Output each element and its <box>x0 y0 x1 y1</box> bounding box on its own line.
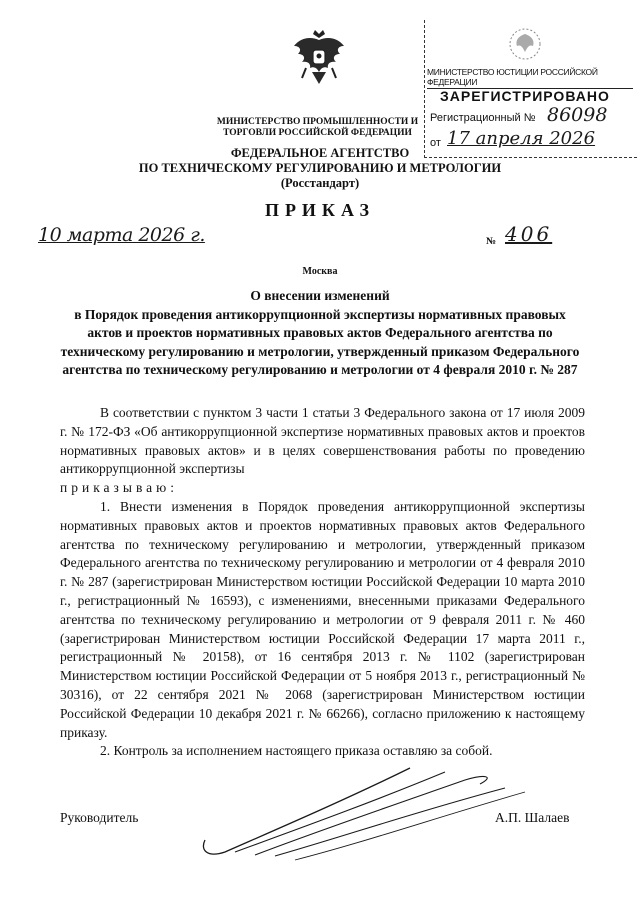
agency-line-1: ФЕДЕРАЛЬНОЕ АГЕНТСТВО <box>230 146 410 160</box>
signatory-role: Руководитель <box>60 810 139 825</box>
order-word-paragraph <box>60 479 585 498</box>
document-date: 10 марта 2026 г. <box>38 224 205 246</box>
heading-line-2: в Порядок проведения антикоррупционной экспертизы нормативных правовых актов и проектов нормативных правовых актов Федерального агентства по техническому регулированию и метрологии, утвержденный приказом Федерального агентства по техническому регулированию и метрологии от 4 февраля 2010 г. № 287 <box>60 306 580 377</box>
order-heading <box>60 287 580 380</box>
signatory-name: А.П. Шалаев <box>495 810 570 825</box>
stamp-date-label: от <box>430 137 441 149</box>
stamp-registration-label: Регистрационный № <box>430 112 536 124</box>
item-1-paragraph: 1. Внести изменения в Порядок проведения антикоррупционной экспертизы нормативных правовых актов и проектов нормативных правовых актов Федерального агентства по техническому регулированию и метрологии, утвержденный приказом Федерального агентства по техническому регулированию и метрологии от 4 февраля 2010 г. № 287 (зарегистрирован Министерством юстиции Российской Федерации 10 марта 2010 г., регистрационный № 16593), с изменениями, внесенными приказами Федерального агентства по техническому регулированию и метрологии от 9 февраля 2011 г. № 460 (зарегистрирован Министерством юстиции Российской Федерации 17 марта 2011 г., регистрационный № 20158), от 16 сентября 2013 г. № 1102 (зарегистрирован Министерством юстиции Российской Федерации от 5 ноября 2013 г., регистрационный № 30316), от 22 сентября 2021 № 2068 (зарегистрирован Министерством юстиции Российской Федерации 10 декабря 2021 г. № 66266), согласно приложению к настоящему приказу. <box>60 498 585 740</box>
coat-of-arms-icon <box>290 28 348 88</box>
ministry-name: МИНИСТЕРСТВО ПРОМЫШЛЕННОСТИ И ТОРГОВЛИ РОССИЙСКОЙ ФЕДЕРАЦИИ <box>216 117 419 138</box>
preamble-text: В соответствии с пунктом 3 части 1 статьи 3 Федерального закона от 17 июля 2009 г. № 172-ФЗ «Об антикоррупционной экспертизе нормативных правовых актов и проектов нормативных правовых актов» и в целях совершенствования работы по проведению антикоррупционной экспертизы <box>60 405 585 477</box>
agency-line-2: ПО ТЕХНИЧЕСКОМУ РЕГУЛИРОВАНИЮ И МЕТРОЛОГИИ <box>138 161 502 175</box>
heading-line-1: О внесении изменений <box>250 288 390 303</box>
document-number-label: № <box>486 236 497 247</box>
stamp-date-value: 17 апреля 2026 <box>447 128 596 149</box>
stamp-ministry: МИНИСТЕРСТВО ЮСТИЦИИ РОССИЙСКОЙ ФЕДЕРАЦИИ <box>427 67 633 89</box>
order-body <box>60 404 585 761</box>
item-2-paragraph: 2. Контроль за исполнением настоящего приказа оставляю за собой. <box>100 743 493 759</box>
stamp-seal-icon <box>505 26 545 62</box>
preamble-paragraph <box>60 404 585 479</box>
order-word: приказываю: <box>60 480 178 496</box>
document-city: Москва <box>302 266 338 277</box>
document-type: ПРИКАЗ <box>264 200 376 220</box>
stamp-status: ЗАРЕГИСТРИРОВАНО <box>440 88 610 104</box>
signature-icon <box>195 760 535 870</box>
stamp-registration-number: 86098 <box>547 104 608 126</box>
agency-short-name: (Росстандарт) <box>280 176 360 190</box>
document-number: 406 <box>505 222 553 246</box>
